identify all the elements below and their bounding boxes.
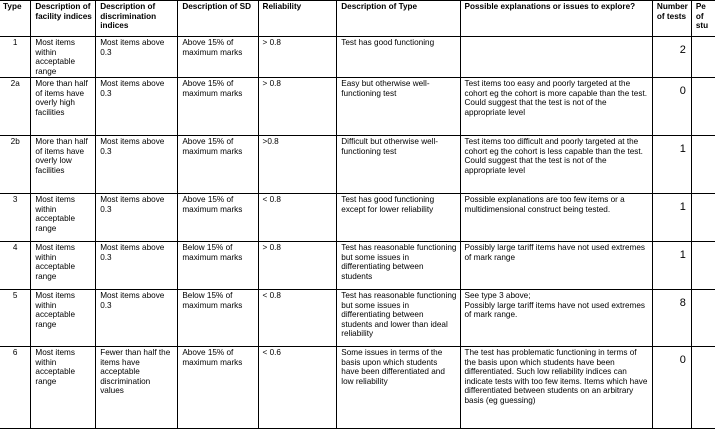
cell-explanations	[460, 37, 652, 78]
cell-type: 6	[0, 347, 31, 429]
cell-reliability: > 0.8	[258, 37, 337, 78]
cell-percent-students	[691, 347, 715, 429]
cell-sd: Above 15% of maximum marks	[178, 347, 258, 429]
cell-description: Easy but otherwise well-functioning test	[337, 78, 460, 136]
table-row	[0, 136, 715, 194]
cell-discrimination: Most items above 0.3	[96, 242, 178, 290]
cell-discrimination: Most items above 0.3	[96, 37, 178, 78]
table-row	[0, 242, 715, 290]
cell-reliability: < 0.8	[258, 194, 337, 242]
cell-tests: 1	[652, 194, 691, 242]
cell-sd: Above 15% of maximum marks	[178, 78, 258, 136]
header-description: Description of Type	[337, 1, 460, 37]
cell-type: 3	[0, 194, 31, 242]
cell-discrimination: Most items above 0.3	[96, 290, 178, 347]
cell-explanations: Test items too difficult and poorly targeted at the cohort eg the cohort is less capable than the test. Could suggest that the test is not of the appropriate level	[460, 136, 652, 194]
header-discrimination: Description of discrimination indices	[96, 1, 178, 37]
cell-discrimination: Most items above 0.3	[96, 136, 178, 194]
cell-type: 1	[0, 37, 31, 78]
cell-tests: 1	[652, 136, 691, 194]
header-facility: Description of facility indices	[31, 1, 96, 37]
cell-discrimination: Fewer than half the items have acceptable discrimination values	[96, 347, 178, 429]
cell-tests: 0	[652, 78, 691, 136]
cell-type: 2a	[0, 78, 31, 136]
cell-facility: More than half of items have overly low facilities	[31, 136, 96, 194]
cell-sd: Above 15% of maximum marks	[178, 37, 258, 78]
cell-explanations: Test items too easy and poorly targeted at the cohort eg the cohort is more capable than the test. Could suggest that the test is not of the appropriate level	[460, 78, 652, 136]
cell-explanations: See type 3 above; Possibly large tariff items have not used extremes of mark range.	[460, 290, 652, 347]
cell-facility: Most items within acceptable range	[31, 194, 96, 242]
cell-percent-students	[691, 194, 715, 242]
cell-description: Some issues in terms of the basis upon which students have been differentiated and low reliability	[337, 347, 460, 429]
cell-description: Test has good functioning except for lower reliability	[337, 194, 460, 242]
cell-reliability: > 0.8	[258, 242, 337, 290]
table-row	[0, 194, 715, 242]
cell-description: Difficult but otherwise well-functioning test	[337, 136, 460, 194]
header-type: Type	[0, 1, 31, 37]
table-row	[0, 37, 715, 78]
cell-discrimination: Most items above 0.3	[96, 194, 178, 242]
header-percent-students: Pe of stu	[691, 1, 715, 37]
cell-facility: Most items within acceptable range	[31, 37, 96, 78]
cell-sd: Below 15% of maximum marks	[178, 290, 258, 347]
cell-sd: Below 15% of maximum marks	[178, 242, 258, 290]
cell-percent-students	[691, 290, 715, 347]
cell-reliability: < 0.6	[258, 347, 337, 429]
header-row	[0, 1, 715, 37]
cell-sd: Above 15% of maximum marks	[178, 136, 258, 194]
cell-facility: Most items within acceptable range	[31, 242, 96, 290]
cell-reliability: > 0.8	[258, 78, 337, 136]
header-sd: Description of SD	[178, 1, 258, 37]
cell-tests: 8	[652, 290, 691, 347]
cell-percent-students	[691, 37, 715, 78]
cell-explanations: The test has problematic functioning in terms of the basis upon which students have been differentiated. Such low reliability indices can indicate tests with too few items. Items which have differentiated between students on an arbitrary basis (eg guessing)	[460, 347, 652, 429]
cell-percent-students	[691, 136, 715, 194]
cell-percent-students	[691, 242, 715, 290]
cell-reliability: >0.8	[258, 136, 337, 194]
cell-explanations: Possibly large tariff items have not used extremes of mark range	[460, 242, 652, 290]
cell-type: 4	[0, 242, 31, 290]
cell-tests: 0	[652, 347, 691, 429]
cell-sd: Above 15% of maximum marks	[178, 194, 258, 242]
header-reliability: Reliability	[258, 1, 337, 37]
header-tests: Number of tests	[652, 1, 691, 37]
cell-type: 2b	[0, 136, 31, 194]
cell-tests: 1	[652, 242, 691, 290]
cell-reliability: < 0.8	[258, 290, 337, 347]
cell-description: Test has reasonable functioning but some issues in differentiating between students and lower than ideal reliability	[337, 290, 460, 347]
table-row	[0, 290, 715, 347]
cell-explanations: Possible explanations are too few items or a multidimensional construct being tested.	[460, 194, 652, 242]
cell-type: 5	[0, 290, 31, 347]
header-explanations: Possible explanations or issues to explore?	[460, 1, 652, 37]
cell-percent-students	[691, 78, 715, 136]
table-row	[0, 78, 715, 136]
cell-discrimination: Most items above 0.3	[96, 78, 178, 136]
table-row	[0, 347, 715, 429]
cell-facility: Most items within acceptable range	[31, 290, 96, 347]
cell-facility: More than half of items have overly high facilities	[31, 78, 96, 136]
cell-description: Test has reasonable functioning but some issues in differentiating between students	[337, 242, 460, 290]
cell-facility: Most items within acceptable range	[31, 347, 96, 429]
cell-description: Test has good functioning	[337, 37, 460, 78]
cell-tests: 2	[652, 37, 691, 78]
